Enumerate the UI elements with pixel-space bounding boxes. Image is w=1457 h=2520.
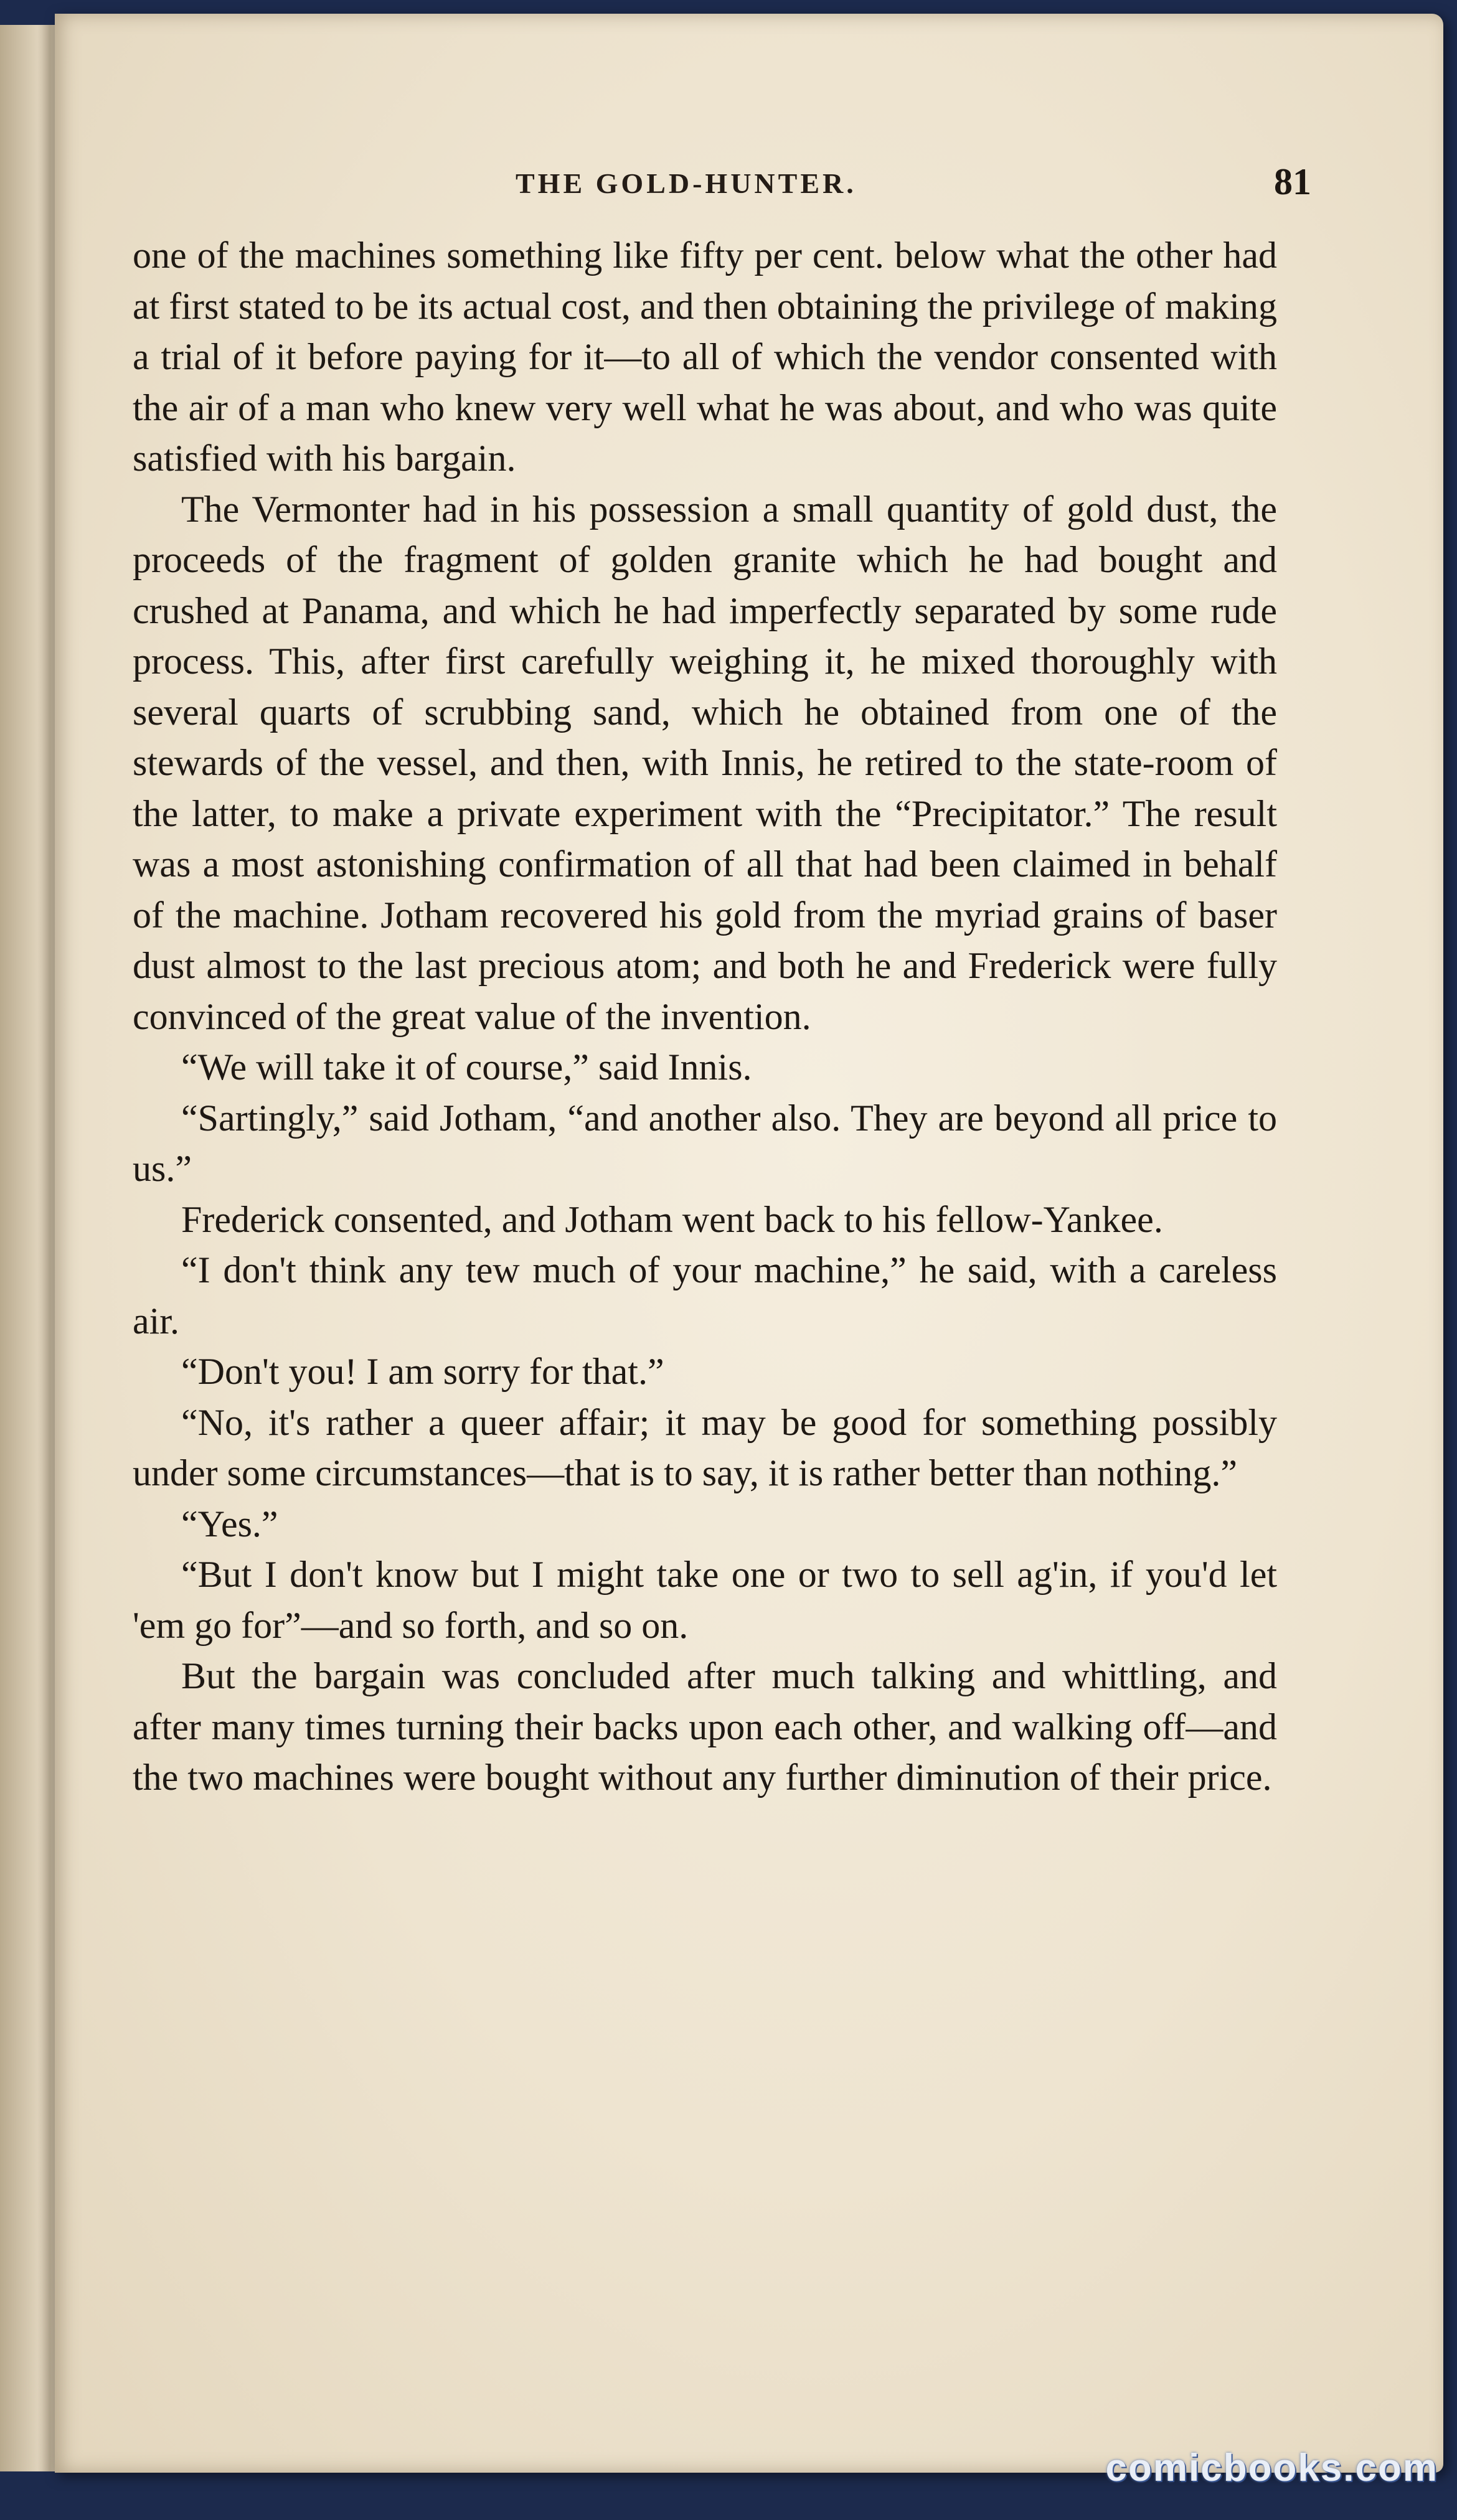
- paragraph: “We will take it of course,” said Innis.: [181, 1046, 752, 1088]
- paragraph: “But I don't know but I might take one or two to sell ag'in, if you'd let 'em go for”—and so forth, and so on.: [133, 1554, 1277, 1646]
- paragraph: But the bargain was concluded after much talking and whittling, and after many times turning their backs upon each other, and walking off—and the two machines were bought without any further diminution of their price.: [133, 1655, 1277, 1798]
- paragraph: The Vermonter had in his possession a small quantity of gold dust, the proceeds of the fragment of golden granite which he had bought and crushed at Panama, and which he had imperfectly separated by some rude process. This, after first carefully weighing it, he mixed thoroughly with several quarts of scrubbing sand, which he obtained from one of the stewards of the vessel, and then, with Innis, he retired to the state-room of the latter, to make a private experiment with the “Precipitator.” The result was a most astonishing confirmation of all that had been claimed in behalf of the machine. Jotham recovered his gold from the myriad grains of baser dust almost to the last precious atom; and both he and Frederick were fully convinced of the great value of the invention.: [133, 488, 1277, 1037]
- page-header: [55, 163, 1443, 207]
- paragraph: Frederick consented, and Jotham went back to his fellow-Yankee.: [181, 1198, 1163, 1240]
- site-watermark: comicbooks.com: [1105, 2447, 1438, 2489]
- page-number: 81: [1274, 161, 1311, 202]
- paragraph: “Yes.”: [181, 1503, 278, 1544]
- paragraph: “Sartingly,” said Jotham, “and another also. They are beyond all price to us.”: [133, 1097, 1277, 1189]
- book-page: [55, 14, 1443, 2473]
- body-text: [133, 230, 1277, 1803]
- running-head: THE GOLD-HUNTER.: [516, 167, 857, 199]
- paragraph: “I don't think any tew much of your machine,” he said, with a careless air.: [133, 1249, 1277, 1342]
- paragraph: one of the machines something like fifty per cent. below what the other had at first stated to be its actual cost, and then obtaining the privilege of making a trial of it before paying for it—to all of which the vendor consented with the air of a man who knew very well what he was about, and who was quite satisfied with his bargain.: [133, 235, 1277, 479]
- paragraph: “Don't you! I am sorry for that.”: [181, 1351, 664, 1392]
- paragraph: “No, it's rather a queer affair; it may be good for something possibly under some circumstances—that is to say, it is rather better than nothing.”: [133, 1401, 1277, 1493]
